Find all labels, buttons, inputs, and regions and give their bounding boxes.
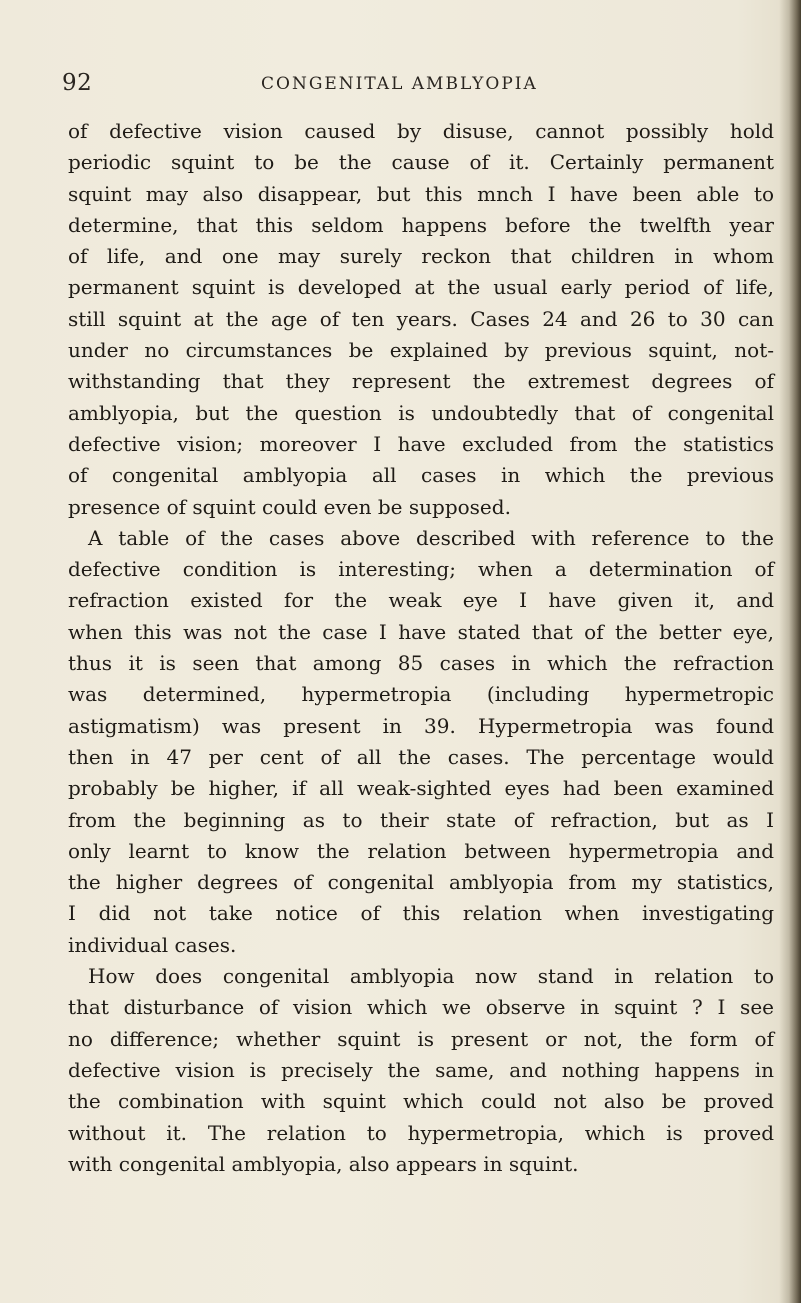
text-line: without it. The relation to hypermetropia, which is proved xyxy=(68,1120,774,1145)
text-line: the higher degrees of congenital amblyopia from my statistics, xyxy=(68,870,774,895)
text-line: then in 47 per cent of all the cases. The percentage would xyxy=(68,744,774,769)
text-line: no difference; whether squint is present or not, the form of xyxy=(68,1026,774,1051)
paragraph-start-line: How does congenital amblyopia now stand in relation to xyxy=(88,964,774,989)
text-line: squint may also disappear, but this mnch I have been able to xyxy=(68,181,774,206)
text-line: was determined, hypermetropia (including hypermetropic xyxy=(68,682,774,707)
text-line: still squint at the age of ten years. Cases 24 and 26 to 30 can xyxy=(68,306,774,331)
body-text xyxy=(68,116,774,1180)
text-line: of congenital amblyopia all cases in which the previous xyxy=(68,463,774,488)
text-line: thus it is seen that among 85 cases in which the refraction xyxy=(68,651,774,676)
text-line: when this was not the case I have stated that of the better eye, xyxy=(68,619,774,644)
text-line: of defective vision caused by disuse, cannot possibly hold xyxy=(68,119,774,143)
text-line: the combination with squint which could not also be proved xyxy=(68,1089,774,1114)
text-line: defective vision is precisely the same, and nothing happens in xyxy=(68,1057,774,1082)
text-line: from the beginning as to their state of refraction, but as I xyxy=(68,807,774,832)
text-line: probably be higher, if all weak-sighted eyes had been examined xyxy=(68,776,774,801)
text-line: with congenital amblyopia, also appears in squint. xyxy=(68,1151,579,1176)
paragraph-start-line: A table of the cases above described with reference to the xyxy=(88,525,774,550)
text-line: defective condition is interesting; when a determination of xyxy=(68,557,774,582)
page-number: 92 xyxy=(62,70,93,96)
text-line: amblyopia, but the question is undoubtedly that of congenital xyxy=(68,400,774,425)
running-head: CONGENITAL AMBLYOPIA xyxy=(261,74,538,94)
text-line: only learnt to know the relation between hypermetropia and xyxy=(68,838,774,863)
text-line: of life, and one may surely reckon that children in whom xyxy=(68,244,774,269)
text-line: permanent squint is developed at the usual early period of life, xyxy=(68,275,774,300)
text-line: withstanding that they represent the extremest degrees of xyxy=(68,369,774,394)
page-edge-shadow xyxy=(779,0,801,1303)
text-line: I did not take notice of this relation when investigating xyxy=(68,901,774,926)
text-line: that disturbance of vision which we observe in squint ? I see xyxy=(68,995,774,1020)
text-line: defective vision; moreover I have excluded from the statistics xyxy=(68,431,774,456)
text-line: periodic squint to be the cause of it. Certainly permanent xyxy=(68,150,774,175)
text-line: under no circumstances be explained by previous squint, not- xyxy=(68,338,774,363)
text-line: individual cases. xyxy=(68,932,237,957)
text-line: refraction existed for the weak eye I have given it, and xyxy=(68,588,774,613)
text-line: presence of squint could even be supposed. xyxy=(68,494,511,519)
text-line: determine, that this seldom happens before the twelfth year xyxy=(68,212,774,237)
page-header xyxy=(62,70,702,100)
text-line: astigmatism) was present in 39. Hypermetropia was found xyxy=(68,713,774,738)
